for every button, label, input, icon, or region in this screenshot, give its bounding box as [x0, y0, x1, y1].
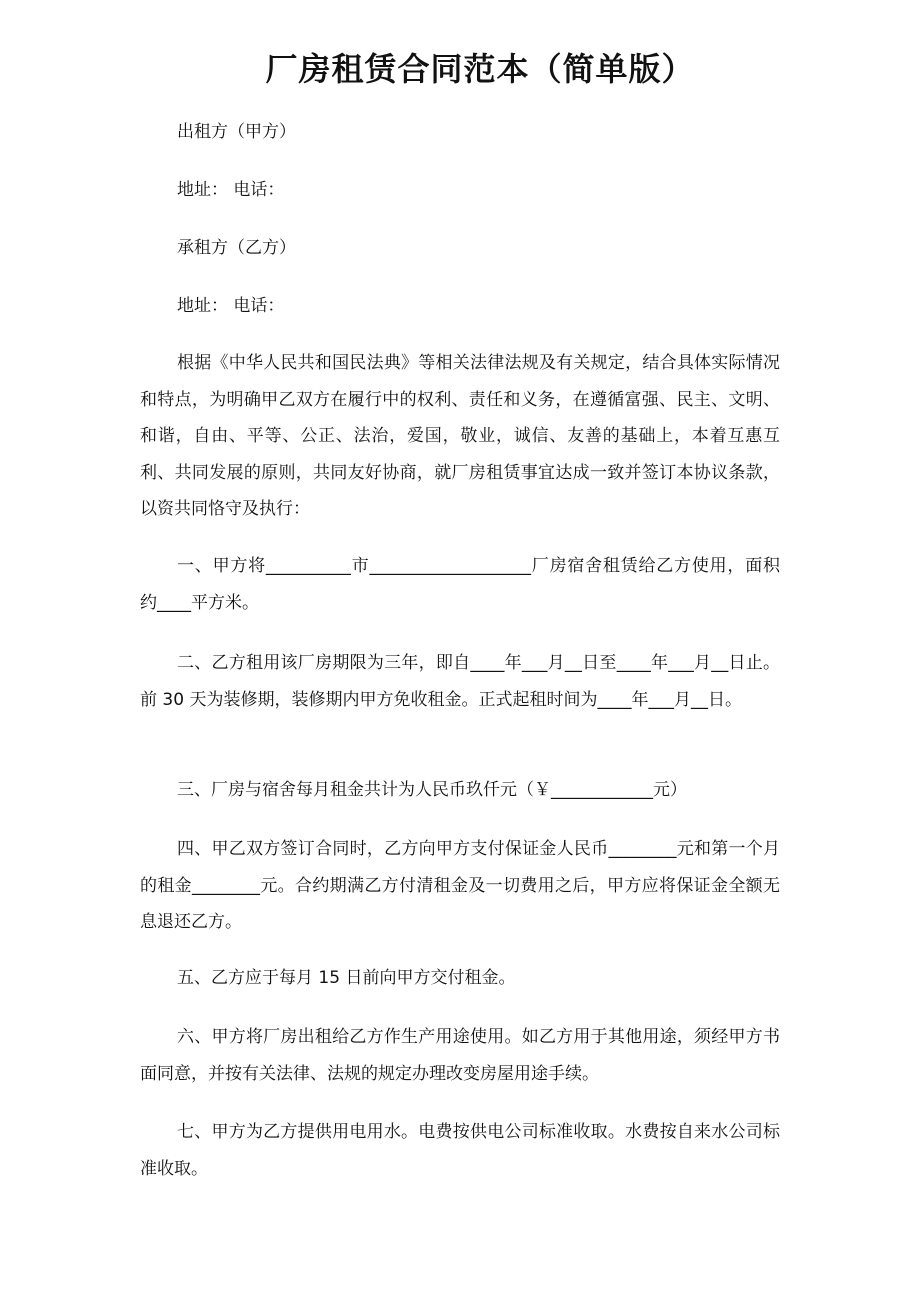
- clause-5: [140, 960, 780, 997]
- lessor-label: 出租方（甲方）: [177, 122, 296, 142]
- lessor-address-phone: 地址： 电话：: [177, 180, 285, 200]
- clause-3-text: 三、厂房与宿舍每月租金共计为人民币玖仟元（￥____________元）: [177, 780, 687, 800]
- clause-7-text: 七、甲方为乙方提供用电用水。电费按供电公司标准收取。水费按自来水公司标准收取。: [140, 1122, 780, 1179]
- clause-1: [140, 548, 780, 621]
- clause-6-text: 六、甲方将厂房出租给乙方作生产用途使用。如乙方用于其他用途，须经甲方书面同意，并按有关法律、法规的规定办理改变房屋用途手续。: [140, 1027, 780, 1084]
- intro-paragraph: [140, 345, 780, 528]
- lessee-address-phone: 地址： 电话：: [177, 296, 285, 316]
- clause-7: [140, 1114, 780, 1187]
- clause-3: [140, 772, 780, 809]
- intro-text: 根据《中华人民共和国民法典》等相关法律法规及有关规定，结合具体实际情况和特点，为明确甲乙双方在履行中的权利、责任和义务，在遵循富强、民主、文明、和谐，自由、平等、公正、法治，爱国，敬业，诚信、友善的基础上，本着互惠互利、共同发展的原则，共同友好协商，就厂房租赁事宜达成一致并签订本协议条款，以资共同恪守及执行：: [140, 353, 780, 520]
- clause-5-text: 五、乙方应于每月 15 日前向甲方交付租金。: [177, 968, 516, 988]
- clause-1-text: 一、甲方将__________市___________________厂房宿舍租赁给乙方使用，面积约____平方米。: [140, 556, 780, 613]
- document-title: 厂房租赁合同范本（简单版）: [265, 50, 695, 88]
- clause-2-text: 二、乙方租用该厂房期限为三年，即自____年___月__日至____年___月__日止。前 30 天为装修期，装修期内甲方免收租金。正式起租时间为____年___月__日。: [140, 653, 780, 710]
- clause-4: [140, 831, 780, 941]
- clause-4-text: 四、甲乙双方签订合同时，乙方向甲方支付保证金人民币________元和第一个月的租金________元。合约期满乙方付清租金及一切费用之后，甲方应将保证金全额无息退还乙方。: [140, 839, 780, 933]
- clause-2: [140, 645, 780, 718]
- lessee-label: 承租方（乙方）: [177, 238, 296, 258]
- clause-6: [140, 1019, 780, 1092]
